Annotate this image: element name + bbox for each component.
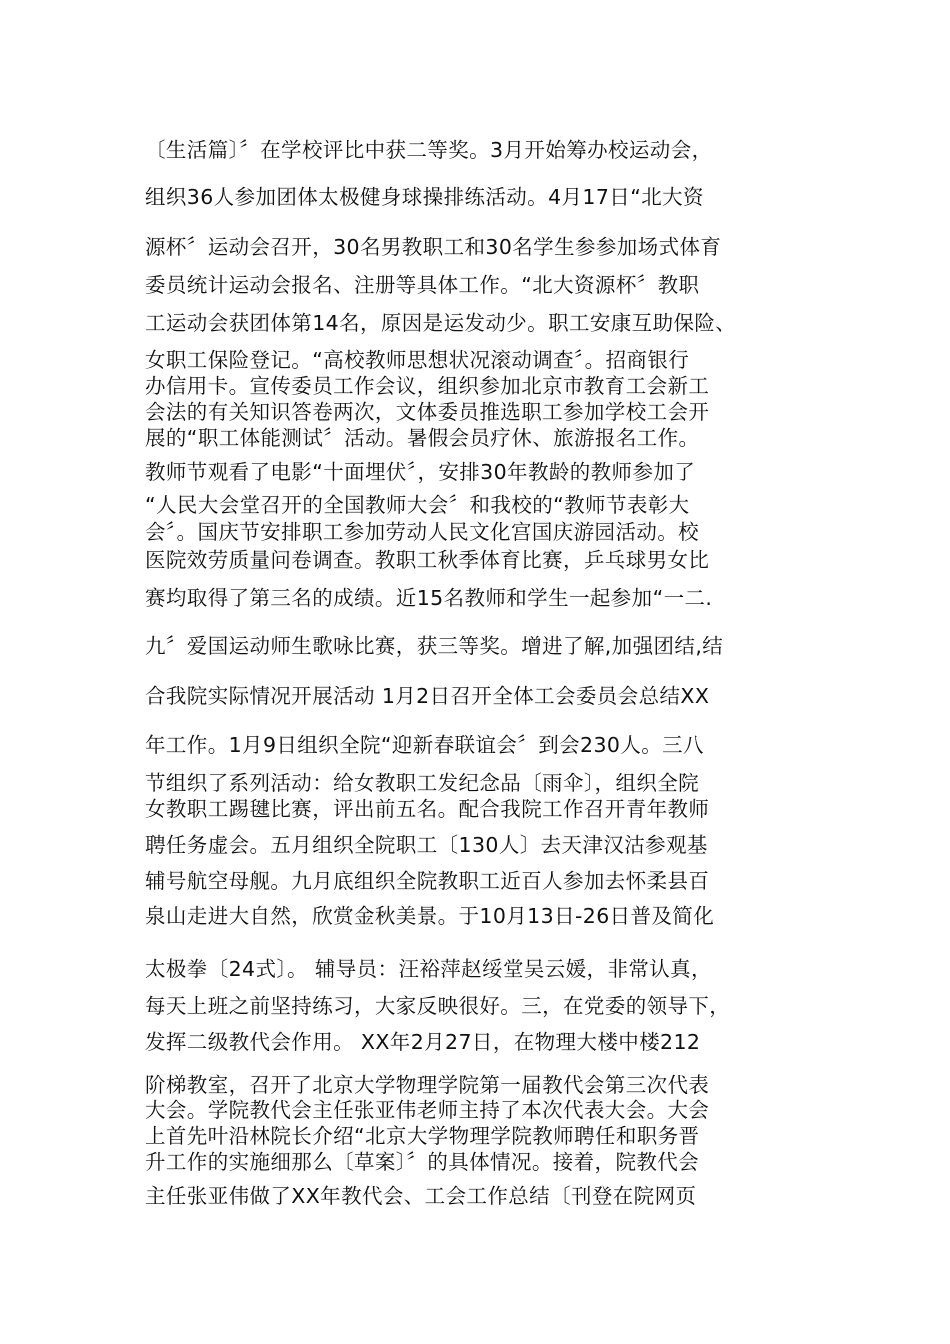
text-line-7: 办信用卡。宣传委员工作会议，组织参加北京市教育工会新工	[145, 374, 710, 398]
text-line-12: 会〞。国庆节安排职工参加劳动人民文化宫国庆游园活动。校	[145, 520, 700, 544]
text-line-3: 源杯〞运动会召开，30名男教职工和30名学生参参加场式体育	[145, 235, 722, 259]
text-line-5: 工运动会获团体第14名，原因是运发动少。职工安康互助保险、	[145, 311, 737, 335]
text-line-24: 每天上班之前坚持练习，大家反映很好。三，在党委的领导下，	[145, 994, 731, 1018]
text-line-1: 〔生活篇〕〞在学校评比中获二等奖。3月开始筹办校运动会，	[145, 138, 713, 162]
text-line-30: 主任张亚伟做了XX年教代会、工会工作总结〔刊登在院网页	[145, 1184, 697, 1208]
text-line-13: 医院效劳质量问卷调查。教职工秋季体育比赛，乒乓球男女比	[145, 548, 710, 572]
text-line-22: 泉山走进大自然，欣赏金秋美景。于10月13日-26日普及简化	[145, 904, 715, 928]
text-line-2: 组织36人参加团体太极健身球操排练活动。4月17日“北大资	[145, 185, 704, 209]
text-line-27: 大会。学院教代会主任张亚伟老师主持了本次代表大会。大会	[145, 1098, 710, 1122]
text-line-8: 会法的有关知识答卷两次，文体委员推选职工参加学校工会开	[145, 400, 710, 424]
text-line-29: 升工作的实施细那么〔草案〕〞的具体情况。接着，院教代会	[145, 1150, 700, 1174]
text-line-6: 女职工保险登记。“高校教师思想状况滚动调查〞。招商银行	[145, 348, 690, 372]
text-line-11: “人民大会堂召开的全国教师大会〞和我校的“教师节表彰大	[145, 493, 690, 517]
text-line-9: 展的“职工体能测试〞活动。暑假会员疗休、旅游报名工作。	[145, 426, 700, 450]
text-line-20: 聘任务虚会。五月组织全院职工〔130人〕去天津汉沽参观基	[145, 833, 708, 857]
text-line-4: 委员统计运动会报名、注册等具体工作。“北大资源杯〞教职	[145, 273, 700, 297]
text-line-16: 合我院实际情况开展活动 1月2日召开全体工会委员会总结XX	[145, 684, 710, 708]
text-line-10: 教师节观看了电影“十面埋伏〞，安排30年教龄的教师参加了	[145, 460, 696, 484]
text-line-17: 年工作。1月9日组织全院“迎新春联谊会〞到会230人。三八	[145, 733, 704, 757]
text-line-14: 赛均取得了第三名的成绩。近15名教师和学生一起参加“一二.	[145, 586, 713, 610]
text-line-23: 太极拳〔24式〕。 辅导员：汪裕萍赵绥堂吴云媛，非常认真，	[145, 957, 712, 981]
text-line-28: 上首先叶沿林院长介绍“北京大学物理学院教师聘任和职务晋	[145, 1124, 700, 1148]
text-line-25: 发挥二级教代会作用。 XX年2月27日，在物理大楼中楼212	[145, 1030, 701, 1054]
text-line-21: 辅号航空母舰。九月底组织全院教职工近百人参加去怀柔县百	[145, 869, 710, 893]
text-line-18: 节组织了系列活动：给女教职工发纪念品〔雨伞〕，组织全院	[145, 771, 700, 795]
text-line-15: 九〞爱国运动师生歌咏比赛，获三等奖。增进了解,加强团结,结	[145, 634, 724, 658]
text-line-19: 女教职工踢毽比赛，评出前五名。配合我院工作召开青年教师	[145, 797, 710, 821]
text-line-26: 阶梯教室，召开了北京大学物理学院第一届教代会第三次代表	[145, 1073, 710, 1097]
